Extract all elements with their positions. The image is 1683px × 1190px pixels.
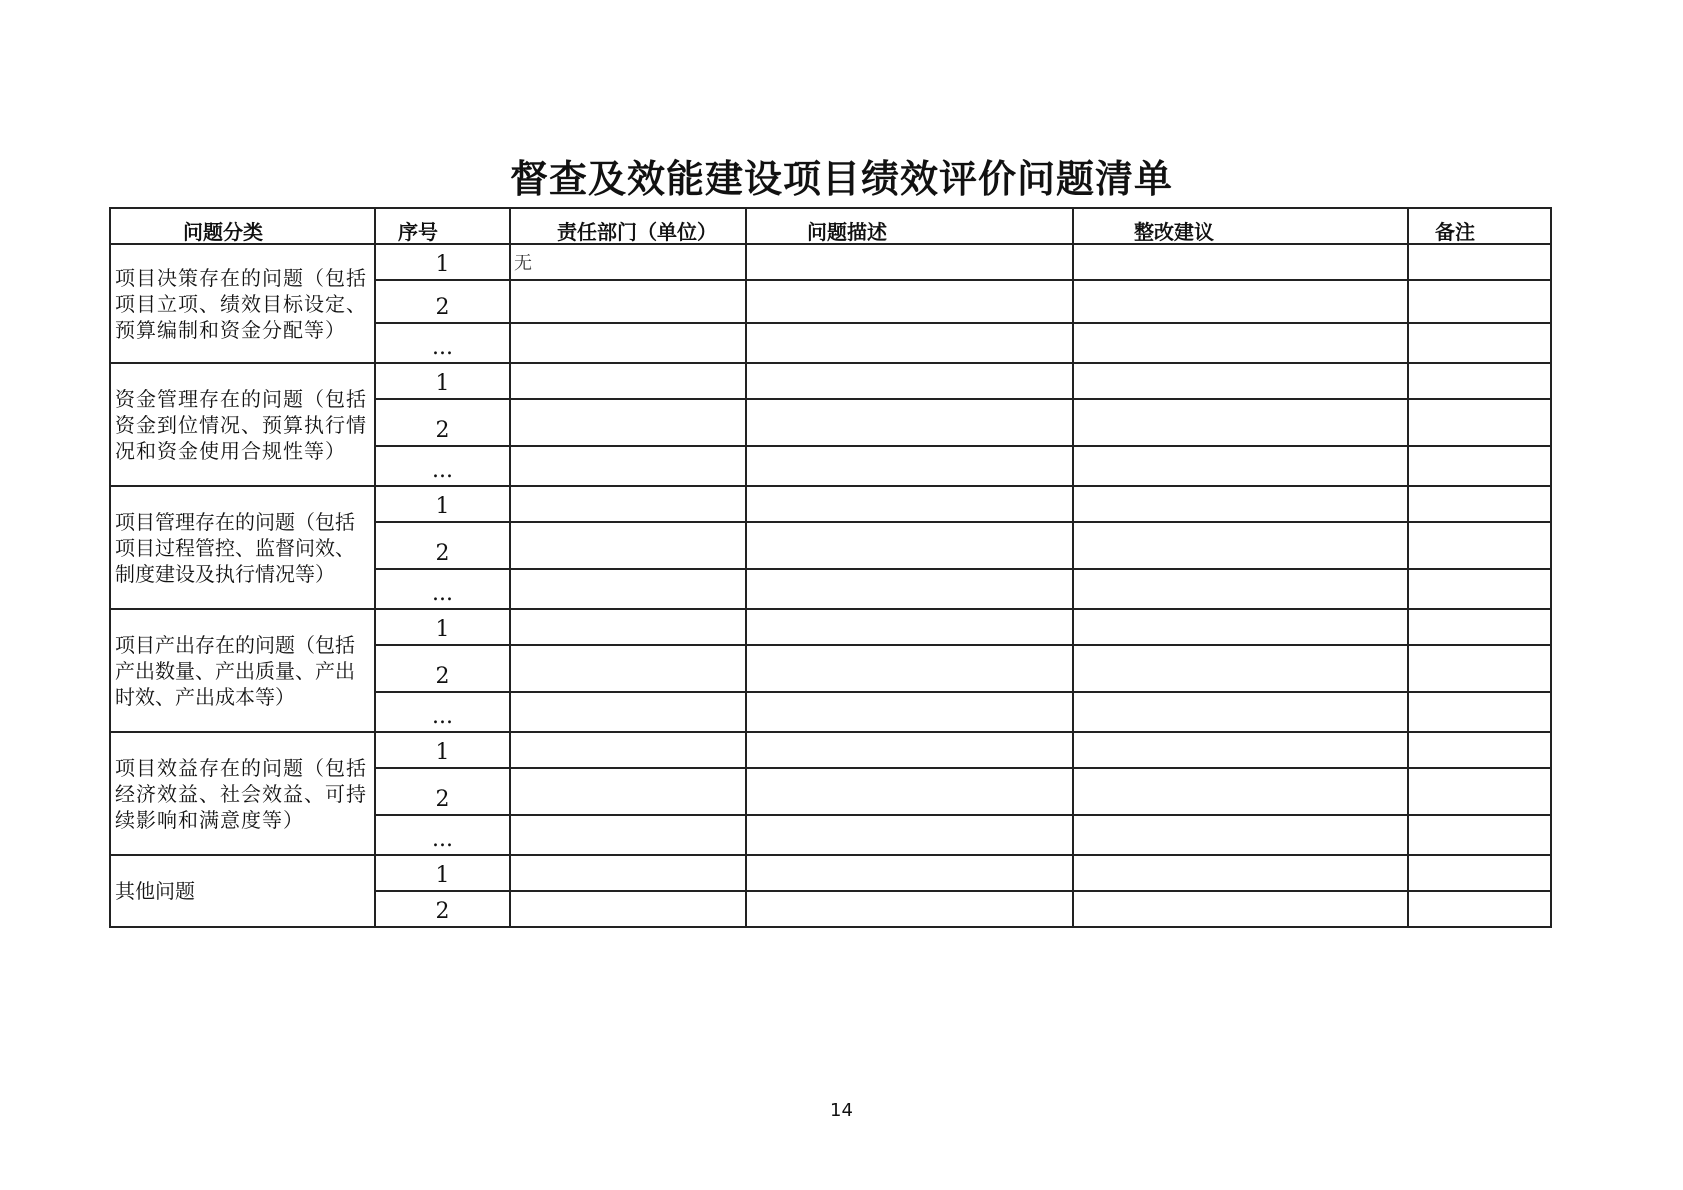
seq-cell: 2	[375, 768, 510, 815]
header-note: 备注	[1408, 208, 1551, 244]
category-cell: 项目管理存在的问题（包括项目过程管控、监督问效、制度建设及执行情况等）	[110, 486, 375, 609]
desc-cell	[746, 815, 1073, 855]
seq-cell: ...	[375, 446, 510, 486]
header-desc: 问题描述	[746, 208, 1073, 244]
header-suggestion: 整改建议	[1073, 208, 1408, 244]
seq-cell: 2	[375, 645, 510, 692]
table-row	[110, 244, 1551, 280]
table-row	[110, 855, 1551, 891]
note-cell	[1408, 399, 1551, 446]
dept-cell	[510, 815, 746, 855]
category-cell: 项目决策存在的问题（包括项目立项、绩效目标设定、预算编制和资金分配等）	[110, 244, 375, 363]
suggestion-cell	[1073, 280, 1408, 323]
desc-cell	[746, 645, 1073, 692]
header-seq: 序号	[375, 208, 510, 244]
seq-cell: ...	[375, 692, 510, 732]
note-cell	[1408, 815, 1551, 855]
dept-cell	[510, 645, 746, 692]
header-row	[110, 208, 1551, 244]
dept-cell	[510, 569, 746, 609]
desc-cell	[746, 486, 1073, 522]
dept-cell	[510, 399, 746, 446]
dept-cell	[510, 732, 746, 768]
dept-cell	[510, 363, 746, 399]
dept-cell	[510, 446, 746, 486]
header-category: 问题分类	[110, 208, 375, 244]
suggestion-cell	[1073, 609, 1408, 645]
suggestion-cell	[1073, 363, 1408, 399]
suggestion-cell	[1073, 323, 1408, 363]
suggestion-cell	[1073, 891, 1408, 927]
desc-cell	[746, 244, 1073, 280]
note-cell	[1408, 645, 1551, 692]
suggestion-cell	[1073, 768, 1408, 815]
table-row	[110, 609, 1551, 645]
suggestion-cell	[1073, 569, 1408, 609]
dept-cell	[510, 768, 746, 815]
suggestion-cell	[1073, 244, 1408, 280]
note-cell	[1408, 768, 1551, 815]
category-cell: 项目产出存在的问题（包括产出数量、产出质量、产出时效、产出成本等）	[110, 609, 375, 732]
note-cell	[1408, 732, 1551, 768]
desc-cell	[746, 569, 1073, 609]
suggestion-cell	[1073, 732, 1408, 768]
suggestion-cell	[1073, 855, 1408, 891]
dept-cell	[510, 609, 746, 645]
note-cell	[1408, 244, 1551, 280]
seq-cell: 1	[375, 609, 510, 645]
note-cell	[1408, 486, 1551, 522]
seq-cell: ...	[375, 815, 510, 855]
seq-cell: 1	[375, 244, 510, 280]
seq-cell: 1	[375, 486, 510, 522]
category-cell: 项目效益存在的问题（包括经济效益、社会效益、可持续影响和满意度等）	[110, 732, 375, 855]
dept-cell	[510, 280, 746, 323]
dept-cell	[510, 522, 746, 569]
suggestion-cell	[1073, 645, 1408, 692]
desc-cell	[746, 768, 1073, 815]
table-row	[110, 732, 1551, 768]
suggestion-cell	[1073, 815, 1408, 855]
desc-cell	[746, 522, 1073, 569]
desc-cell	[746, 855, 1073, 891]
seq-cell: ...	[375, 569, 510, 609]
dept-cell	[510, 323, 746, 363]
note-cell	[1408, 609, 1551, 645]
page-number: 14	[830, 1100, 853, 1121]
suggestion-cell	[1073, 522, 1408, 569]
seq-cell: 2	[375, 522, 510, 569]
note-cell	[1408, 522, 1551, 569]
dept-cell	[510, 692, 746, 732]
category-cell: 资金管理存在的问题（包括资金到位情况、预算执行情况和资金使用合规性等）	[110, 363, 375, 486]
desc-cell	[746, 891, 1073, 927]
desc-cell	[746, 609, 1073, 645]
suggestion-cell	[1073, 446, 1408, 486]
desc-cell	[746, 399, 1073, 446]
dept-cell	[510, 855, 746, 891]
suggestion-cell	[1073, 692, 1408, 732]
seq-cell: ...	[375, 323, 510, 363]
note-cell	[1408, 363, 1551, 399]
seq-cell: 2	[375, 399, 510, 446]
note-cell	[1408, 446, 1551, 486]
seq-cell: 2	[375, 280, 510, 323]
note-cell	[1408, 891, 1551, 927]
seq-cell: 1	[375, 732, 510, 768]
dept-cell	[510, 486, 746, 522]
desc-cell	[746, 280, 1073, 323]
issues-table	[109, 207, 1552, 928]
note-cell	[1408, 855, 1551, 891]
table-row	[110, 363, 1551, 399]
page-title: 督查及效能建设项目绩效评价问题清单	[509, 156, 1173, 201]
seq-cell: 1	[375, 363, 510, 399]
desc-cell	[746, 732, 1073, 768]
seq-cell: 2	[375, 891, 510, 927]
category-cell: 其他问题	[110, 855, 375, 927]
desc-cell	[746, 363, 1073, 399]
desc-cell	[746, 692, 1073, 732]
dept-cell: 无	[510, 244, 746, 280]
desc-cell	[746, 323, 1073, 363]
suggestion-cell	[1073, 399, 1408, 446]
note-cell	[1408, 280, 1551, 323]
dept-cell	[510, 891, 746, 927]
seq-cell: 1	[375, 855, 510, 891]
note-cell	[1408, 692, 1551, 732]
note-cell	[1408, 569, 1551, 609]
note-cell	[1408, 323, 1551, 363]
table-row	[110, 486, 1551, 522]
header-dept: 责任部门（单位）	[510, 208, 746, 244]
desc-cell	[746, 446, 1073, 486]
suggestion-cell	[1073, 486, 1408, 522]
